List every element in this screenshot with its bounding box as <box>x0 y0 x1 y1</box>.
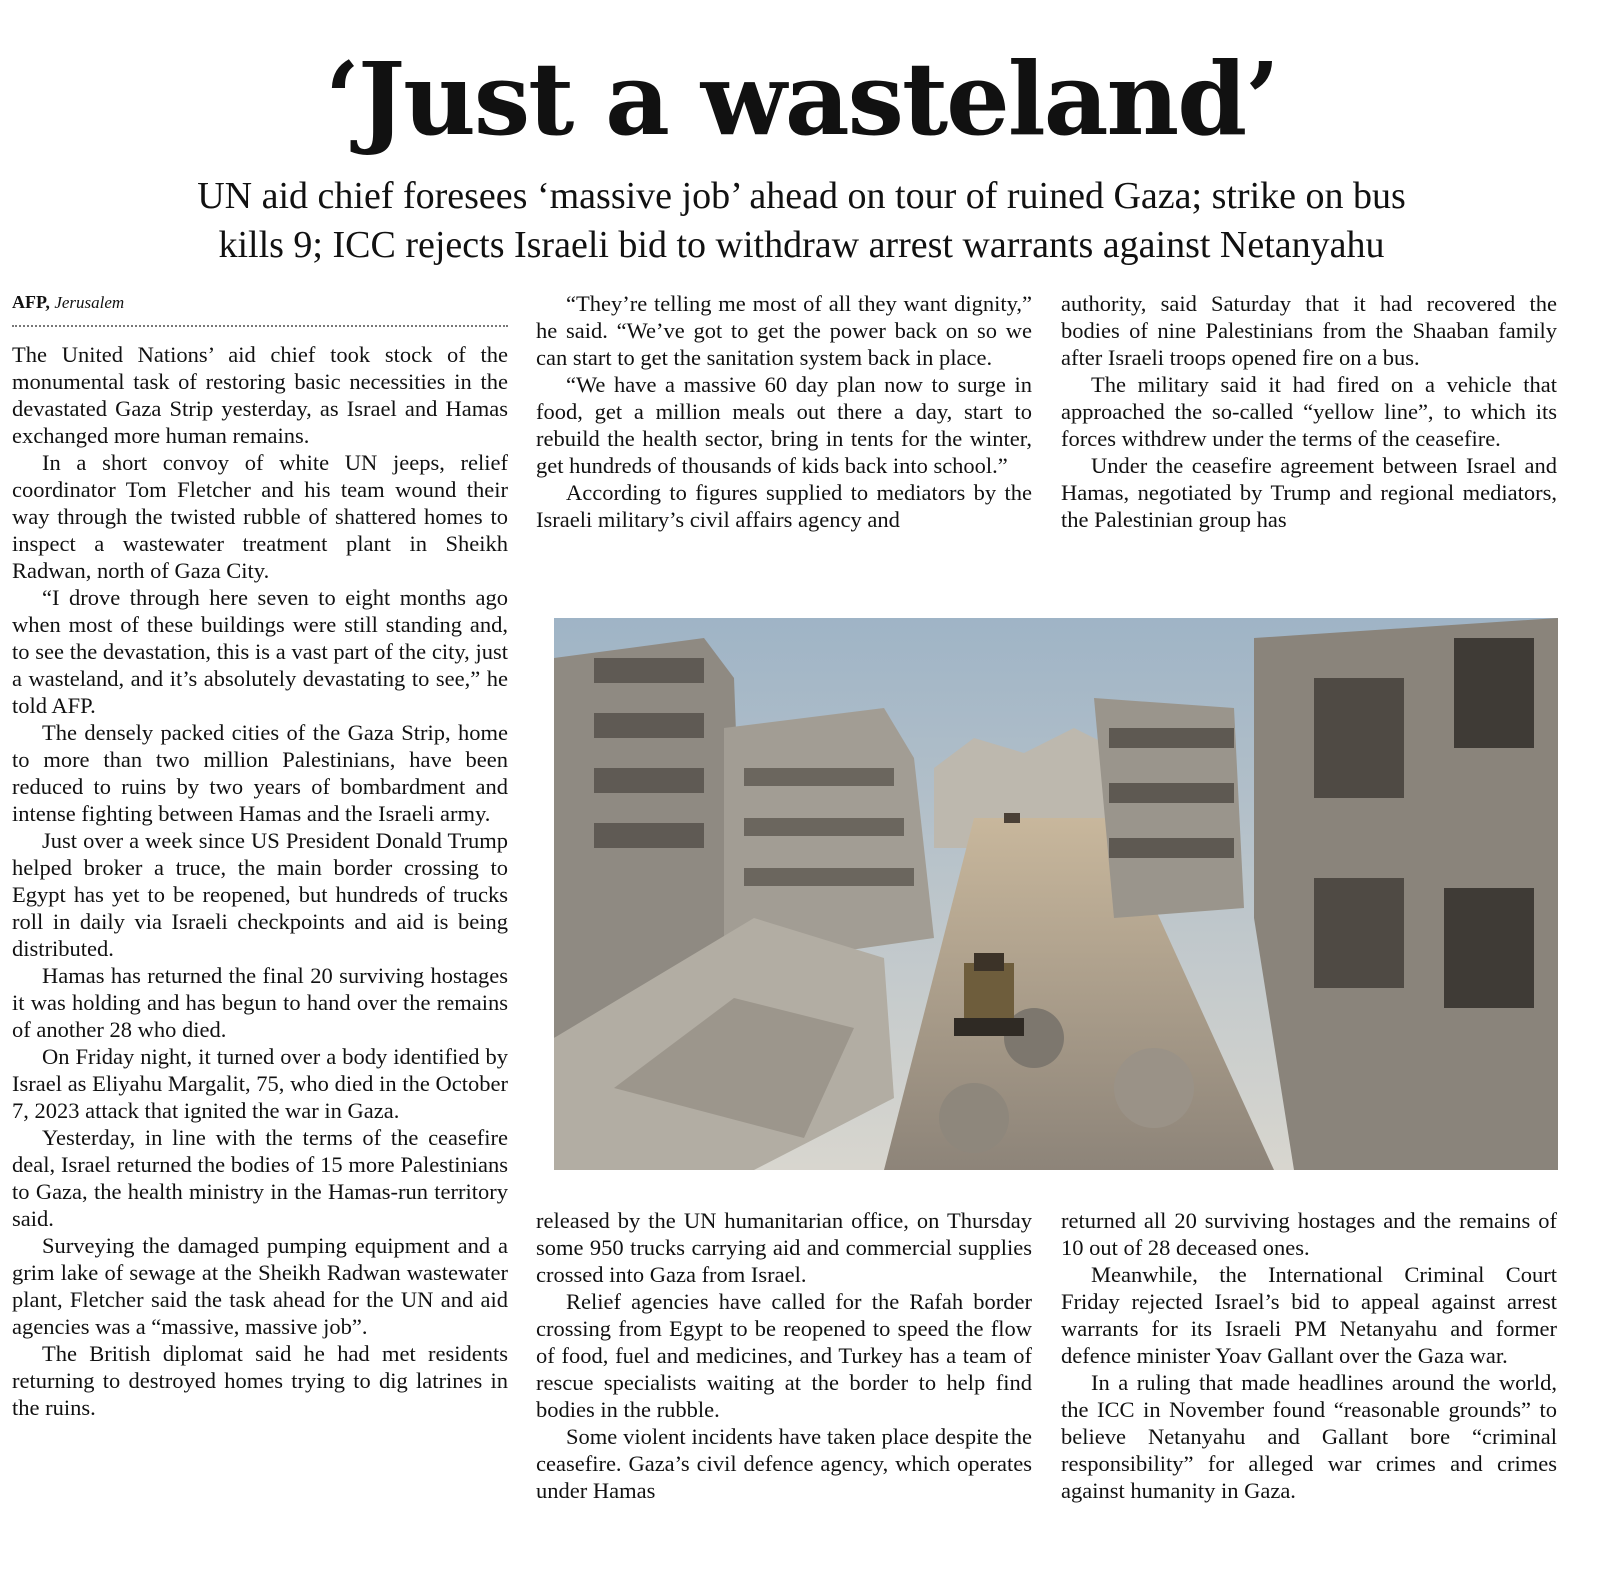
paragraph: “They’re telling me most of all they want dignity,” he said. “We’ve got to get the power back on so we can start to get the sanitation system back in place. <box>536 291 1032 370</box>
rubble-photo-illustration <box>554 618 1558 1170</box>
paragraph: On Friday night, it turned over a body identified by Israel as Eliyahu Margalit, 75, who died in the October 7, 2023 attack that ignited the war in Gaza. <box>12 1044 508 1123</box>
paragraph: Yesterday, in line with the terms of the ceasefire deal, Israel returned the bodies of 15 more Palestinians to Gaza, the health ministry in the Hamas-run territory said. <box>12 1125 508 1231</box>
paragraph: According to figures supplied to mediators by the Israeli military’s civil affairs agency and <box>536 480 1032 532</box>
paragraph: Under the ceasefire agreement between Israel and Hamas, negotiated by Trump and regional mediators, the Palestinian group has <box>1061 453 1557 532</box>
article-column-2-top <box>536 290 1032 533</box>
article-column-2-bottom <box>536 1207 1032 1504</box>
paragraph: “I drove through here seven to eight months ago when most of these buildings were still standing and, to see the devastation, this is a vast part of the city, just a wasteland, and it’s absolutely devastating to see,” he told AFP. <box>12 585 508 718</box>
article-column-3-top <box>1061 290 1557 533</box>
paragraph: returned all 20 surviving hostages and the remains of 10 out of 28 deceased ones. <box>1061 1208 1557 1260</box>
article-column-1 <box>12 341 508 1421</box>
paragraph: Surveying the damaged pumping equipment and a grim lake of sewage at the Sheikh Radwan wastewater plant, Fletcher said the task ahead for the UN and aid agencies was a “massive, massive job”. <box>12 1233 508 1339</box>
subhead-line-1: UN aid chief foresees ‘massive job’ ahead on tour of ruined Gaza; strike on bus <box>197 175 1406 217</box>
byline <box>12 290 508 327</box>
paragraph: “We have a massive 60 day plan now to surge in food, get a million meals out there a day, start to rebuild the health sector, bring in tents for the winter, get hundreds of thousands of kids back into school.” <box>536 372 1032 478</box>
paragraph: Just over a week since US President Donald Trump helped broker a truce, the main border crossing to Egypt has yet to be reopened, but hundreds of trucks roll in daily via Israeli checkpoints and aid is being distributed. <box>12 828 508 961</box>
paragraph: Hamas has returned the final 20 surviving hostages it was holding and has begun to hand over the remains of another 28 who died. <box>12 963 508 1042</box>
news-photo-gaza-rubble <box>554 618 1558 1170</box>
subheadline <box>20 172 1583 270</box>
paragraph: Meanwhile, the International Criminal Court Friday rejected Israel’s bid to appeal against arrest warrants for its Israeli PM Netanyahu and former defence minister Yoav Gallant over the Gaza war. <box>1061 1262 1557 1368</box>
byline-city: Jerusalem <box>54 293 125 312</box>
paragraph: The military said it had fired on a vehicle that approached the so-called “yellow line”, to which its forces withdrew under the terms of the ceasefire. <box>1061 372 1557 451</box>
paragraph: In a ruling that made headlines around the world, the ICC in November found “reasonable grounds” to believe Netanyahu and Gallant bore “criminal responsibility” for alleged war crimes and crimes against humanity in Gaza. <box>1061 1370 1557 1503</box>
paragraph: The densely packed cities of the Gaza Strip, home to more than two million Palestinians, have been reduced to ruins by two years of bombardment and intense fighting between Hamas and the Israeli army. <box>12 720 508 826</box>
paragraph: The United Nations’ aid chief took stock of the monumental task of restoring basic necessities in the devastated Gaza Strip yesterday, as Israel and Hamas exchanged more human remains. <box>12 342 508 448</box>
paragraph: In a short convoy of white UN jeeps, relief coordinator Tom Fletcher and his team wound their way through the twisted rubble of shattered homes to inspect a wastewater treatment plant in Sheikh Radwan, north of Gaza City. <box>12 450 508 583</box>
paragraph: authority, said Saturday that it had recovered the bodies of nine Palestinians from the Shaaban family after Israeli troops opened fire on a bus. <box>1061 291 1557 370</box>
byline-agency: AFP, <box>12 292 50 312</box>
paragraph: The British diplomat said he had met residents returning to destroyed homes trying to dig latrines in the ruins. <box>12 1341 508 1420</box>
paragraph: Some violent incidents have taken place despite the ceasefire. Gaza’s civil defence agency, which operates under Hamas <box>536 1424 1032 1503</box>
paragraph: released by the UN humanitarian office, on Thursday some 950 trucks carrying aid and commercial supplies crossed into Gaza from Israel. <box>536 1208 1032 1287</box>
headline: ‘Just a wasteland’ <box>325 40 1278 158</box>
paragraph: Relief agencies have called for the Rafah border crossing from Egypt to be reopened to speed the flow of food, fuel and medicines, and Turkey has a team of rescue specialists waiting at the border to help find bodies in the rubble. <box>536 1289 1032 1422</box>
article-column-3-bottom <box>1061 1207 1557 1504</box>
subhead-line-2: kills 9; ICC rejects Israeli bid to withdraw arrest warrants against Netanyahu <box>218 224 1385 266</box>
